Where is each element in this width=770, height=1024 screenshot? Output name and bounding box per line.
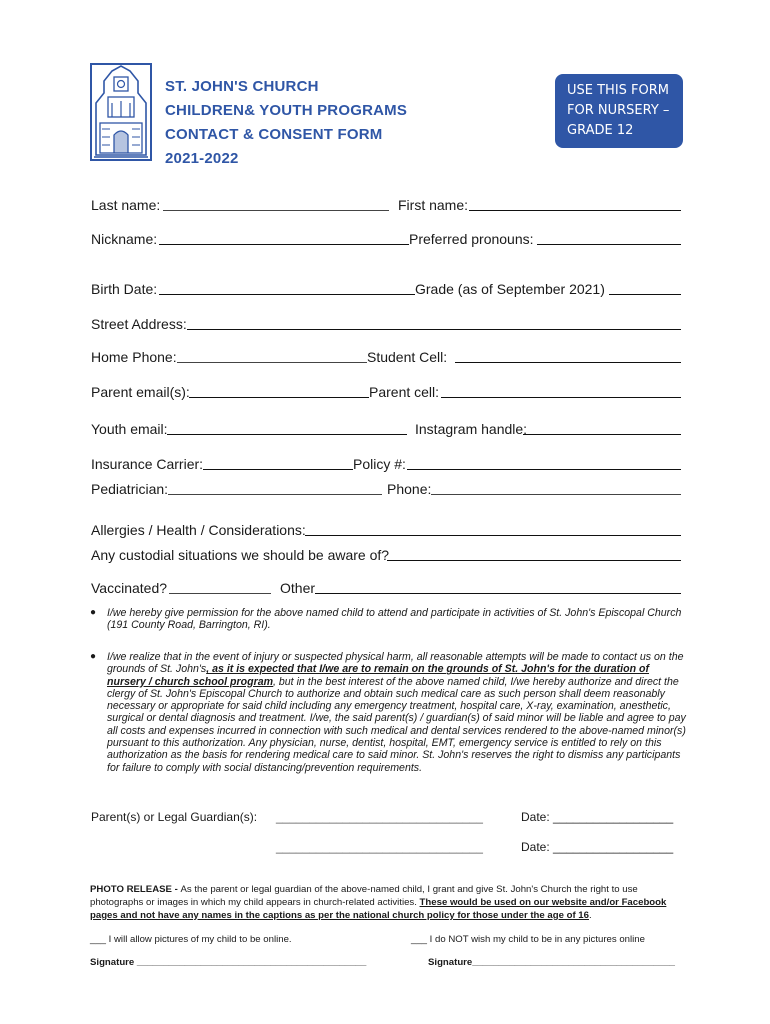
church-logo bbox=[90, 63, 152, 161]
youth-email-field[interactable] bbox=[167, 434, 407, 435]
form-scope-line2: FOR NURSERY – bbox=[567, 103, 670, 118]
insurance-label: Insurance Carrier: bbox=[91, 456, 204, 472]
parent-email-field[interactable] bbox=[189, 397, 369, 398]
pediatrician-label: Pediatrician: bbox=[91, 481, 169, 497]
vaccinated-field[interactable] bbox=[169, 593, 271, 594]
medical-bullet bbox=[90, 651, 688, 774]
church-name: ST. JOHN'S CHURCH bbox=[165, 78, 319, 95]
grade-field[interactable] bbox=[609, 294, 681, 295]
custodial-label: Any custodial situations we should be aware of? bbox=[91, 547, 390, 563]
pediatrician-row bbox=[91, 479, 681, 499]
insurance-row bbox=[91, 454, 681, 474]
birth-date-label: Birth Date: bbox=[91, 281, 158, 297]
permission-bullet bbox=[90, 607, 688, 632]
other-label: Other bbox=[280, 580, 316, 596]
phone-row bbox=[91, 347, 681, 367]
photo-release bbox=[90, 884, 690, 922]
form-title: CONTACT & CONSENT FORM bbox=[165, 126, 383, 143]
program-name: CHILDREN& YOUTH PROGRAMS bbox=[165, 102, 408, 119]
vaccinated-row bbox=[91, 578, 681, 598]
permission-text: I/we hereby give permission for the above named child to attend and participate in activities of St. John's Episcopal Church (191 County Road, Barrington, RI). bbox=[107, 607, 682, 632]
instagram-label: Instagram handle: bbox=[415, 421, 528, 437]
photo-release-end: . bbox=[588, 909, 592, 921]
ped-phone-field[interactable] bbox=[431, 494, 681, 495]
signature-field-2[interactable]: Signature______________________________________ bbox=[428, 957, 675, 968]
nickname-row bbox=[91, 229, 681, 249]
policy-label: Policy #: bbox=[353, 456, 406, 472]
guardian-date-1[interactable]: Date: __________________ bbox=[521, 810, 674, 824]
pediatrician-field[interactable] bbox=[168, 494, 382, 495]
allergies-label: Allergies / Health / Considerations: bbox=[91, 522, 306, 538]
allow-pictures-option[interactable]: ___ I will allow pictures of my child to be online. bbox=[90, 934, 292, 945]
birth-date-field[interactable] bbox=[159, 294, 415, 295]
parent-row bbox=[91, 382, 681, 402]
form-scope-line3: GRADE 12 bbox=[567, 123, 634, 138]
photo-release-emphasis: These would be used on our website and/or Facebook pages and not have any names in the captions as per the national church policy for those under the age of 16 bbox=[90, 896, 667, 921]
nickname-label: Nickname: bbox=[91, 231, 158, 247]
form-scope-line1: USE THIS FORM bbox=[567, 83, 670, 98]
pronouns-label: Preferred pronouns: bbox=[409, 231, 534, 247]
street-row bbox=[91, 314, 681, 334]
birth-row bbox=[91, 279, 681, 299]
youth-row bbox=[91, 419, 681, 439]
last-name-field[interactable] bbox=[163, 210, 389, 211]
home-phone-label: Home Phone: bbox=[91, 349, 177, 365]
student-cell-field[interactable] bbox=[455, 362, 681, 363]
parent-cell-field[interactable] bbox=[441, 397, 681, 398]
ped-phone-label: Phone: bbox=[387, 481, 432, 497]
first-name-label: First name: bbox=[398, 197, 469, 213]
guardian-date-2[interactable]: Date: __________________ bbox=[521, 840, 674, 854]
grade-label: Grade (as of September 2021) bbox=[415, 281, 605, 297]
medical-text-body: , but in the best interest of the above named child, I/we hereby authorize and direct the clergy of St. John's Episcopal Church to authorize and obtain such medical care as such person shall deem reasonably necessary or appropriate for said child including any emergency treatment, hospital care, X-ray, examination, anesthetic, surgical or dental diagnosis and treatment. I/we, the said parent(s) / guardian(s) of said minor will be liable and agree to pay all costs and expenses incurred in connection with such medical and dental services rendered to the above-named minor(s) pursuant to this authorization. Any physician, nurse, dentist, hospital, EMT, emergency service is entitled to rely on this authorization as the basis for rendering medical care to said minor. St. John's reserves the right to dismiss any participants for failure to comply with social distancing/prevention requirements. bbox=[107, 675, 686, 774]
youth-email-label: Youth email: bbox=[91, 421, 168, 437]
medical-text-intro: I/we realize that in the event of injury or suspected physical harm, all reasonable attempts will be made to contact us on the grounds of St. John's bbox=[107, 651, 684, 676]
name-row bbox=[91, 195, 681, 215]
street-field[interactable] bbox=[187, 329, 681, 330]
bullet-icon: ● bbox=[90, 651, 97, 662]
first-name-field[interactable] bbox=[469, 210, 681, 211]
pronouns-field[interactable] bbox=[537, 244, 681, 245]
allergies-row bbox=[91, 520, 681, 540]
instagram-field[interactable] bbox=[523, 434, 681, 435]
signature-field-1[interactable]: Signature ___________________________________________ bbox=[90, 957, 367, 968]
custodial-field[interactable] bbox=[387, 560, 681, 561]
student-cell-label: Student Cell: bbox=[367, 349, 448, 365]
guardian-signature-line-2[interactable]: _______________________________ bbox=[276, 840, 483, 854]
medical-text bbox=[107, 651, 688, 774]
nickname-field[interactable] bbox=[159, 244, 409, 245]
other-field[interactable] bbox=[315, 593, 681, 594]
street-label: Street Address: bbox=[91, 316, 187, 332]
custodial-row bbox=[91, 545, 681, 565]
last-name-label: Last name: bbox=[91, 197, 161, 213]
parent-email-label: Parent email(s): bbox=[91, 384, 190, 400]
insurance-field[interactable] bbox=[203, 469, 353, 470]
bullet-icon: ● bbox=[90, 607, 97, 618]
form-scope-text bbox=[567, 81, 669, 141]
guardian-label: Parent(s) or Legal Guardian(s): bbox=[91, 810, 258, 824]
parent-cell-label: Parent cell: bbox=[369, 384, 440, 400]
photo-release-text: As the parent or legal guardian of the above-named child, I grant and give St. John's Church the right to use photographs or images in which my child appears in church-related activities. bbox=[90, 884, 638, 908]
photo-release-title: PHOTO RELEASE - bbox=[90, 884, 181, 895]
home-phone-field[interactable] bbox=[177, 362, 367, 363]
form-year: 2021-2022 bbox=[165, 150, 239, 167]
policy-field[interactable] bbox=[407, 469, 681, 470]
allergies-field[interactable] bbox=[305, 535, 681, 536]
form-header bbox=[165, 75, 407, 171]
guardian-signature-line-1[interactable]: _______________________________ bbox=[276, 810, 483, 824]
vaccinated-label: Vaccinated? bbox=[91, 580, 168, 596]
medical-text-emphasis: , as it is expected that I/we are to remain on the grounds of St. John's for the duration of nursery / church school program bbox=[107, 663, 650, 688]
deny-pictures-option[interactable]: ___ I do NOT wish my child to be in any pictures online bbox=[411, 934, 645, 945]
